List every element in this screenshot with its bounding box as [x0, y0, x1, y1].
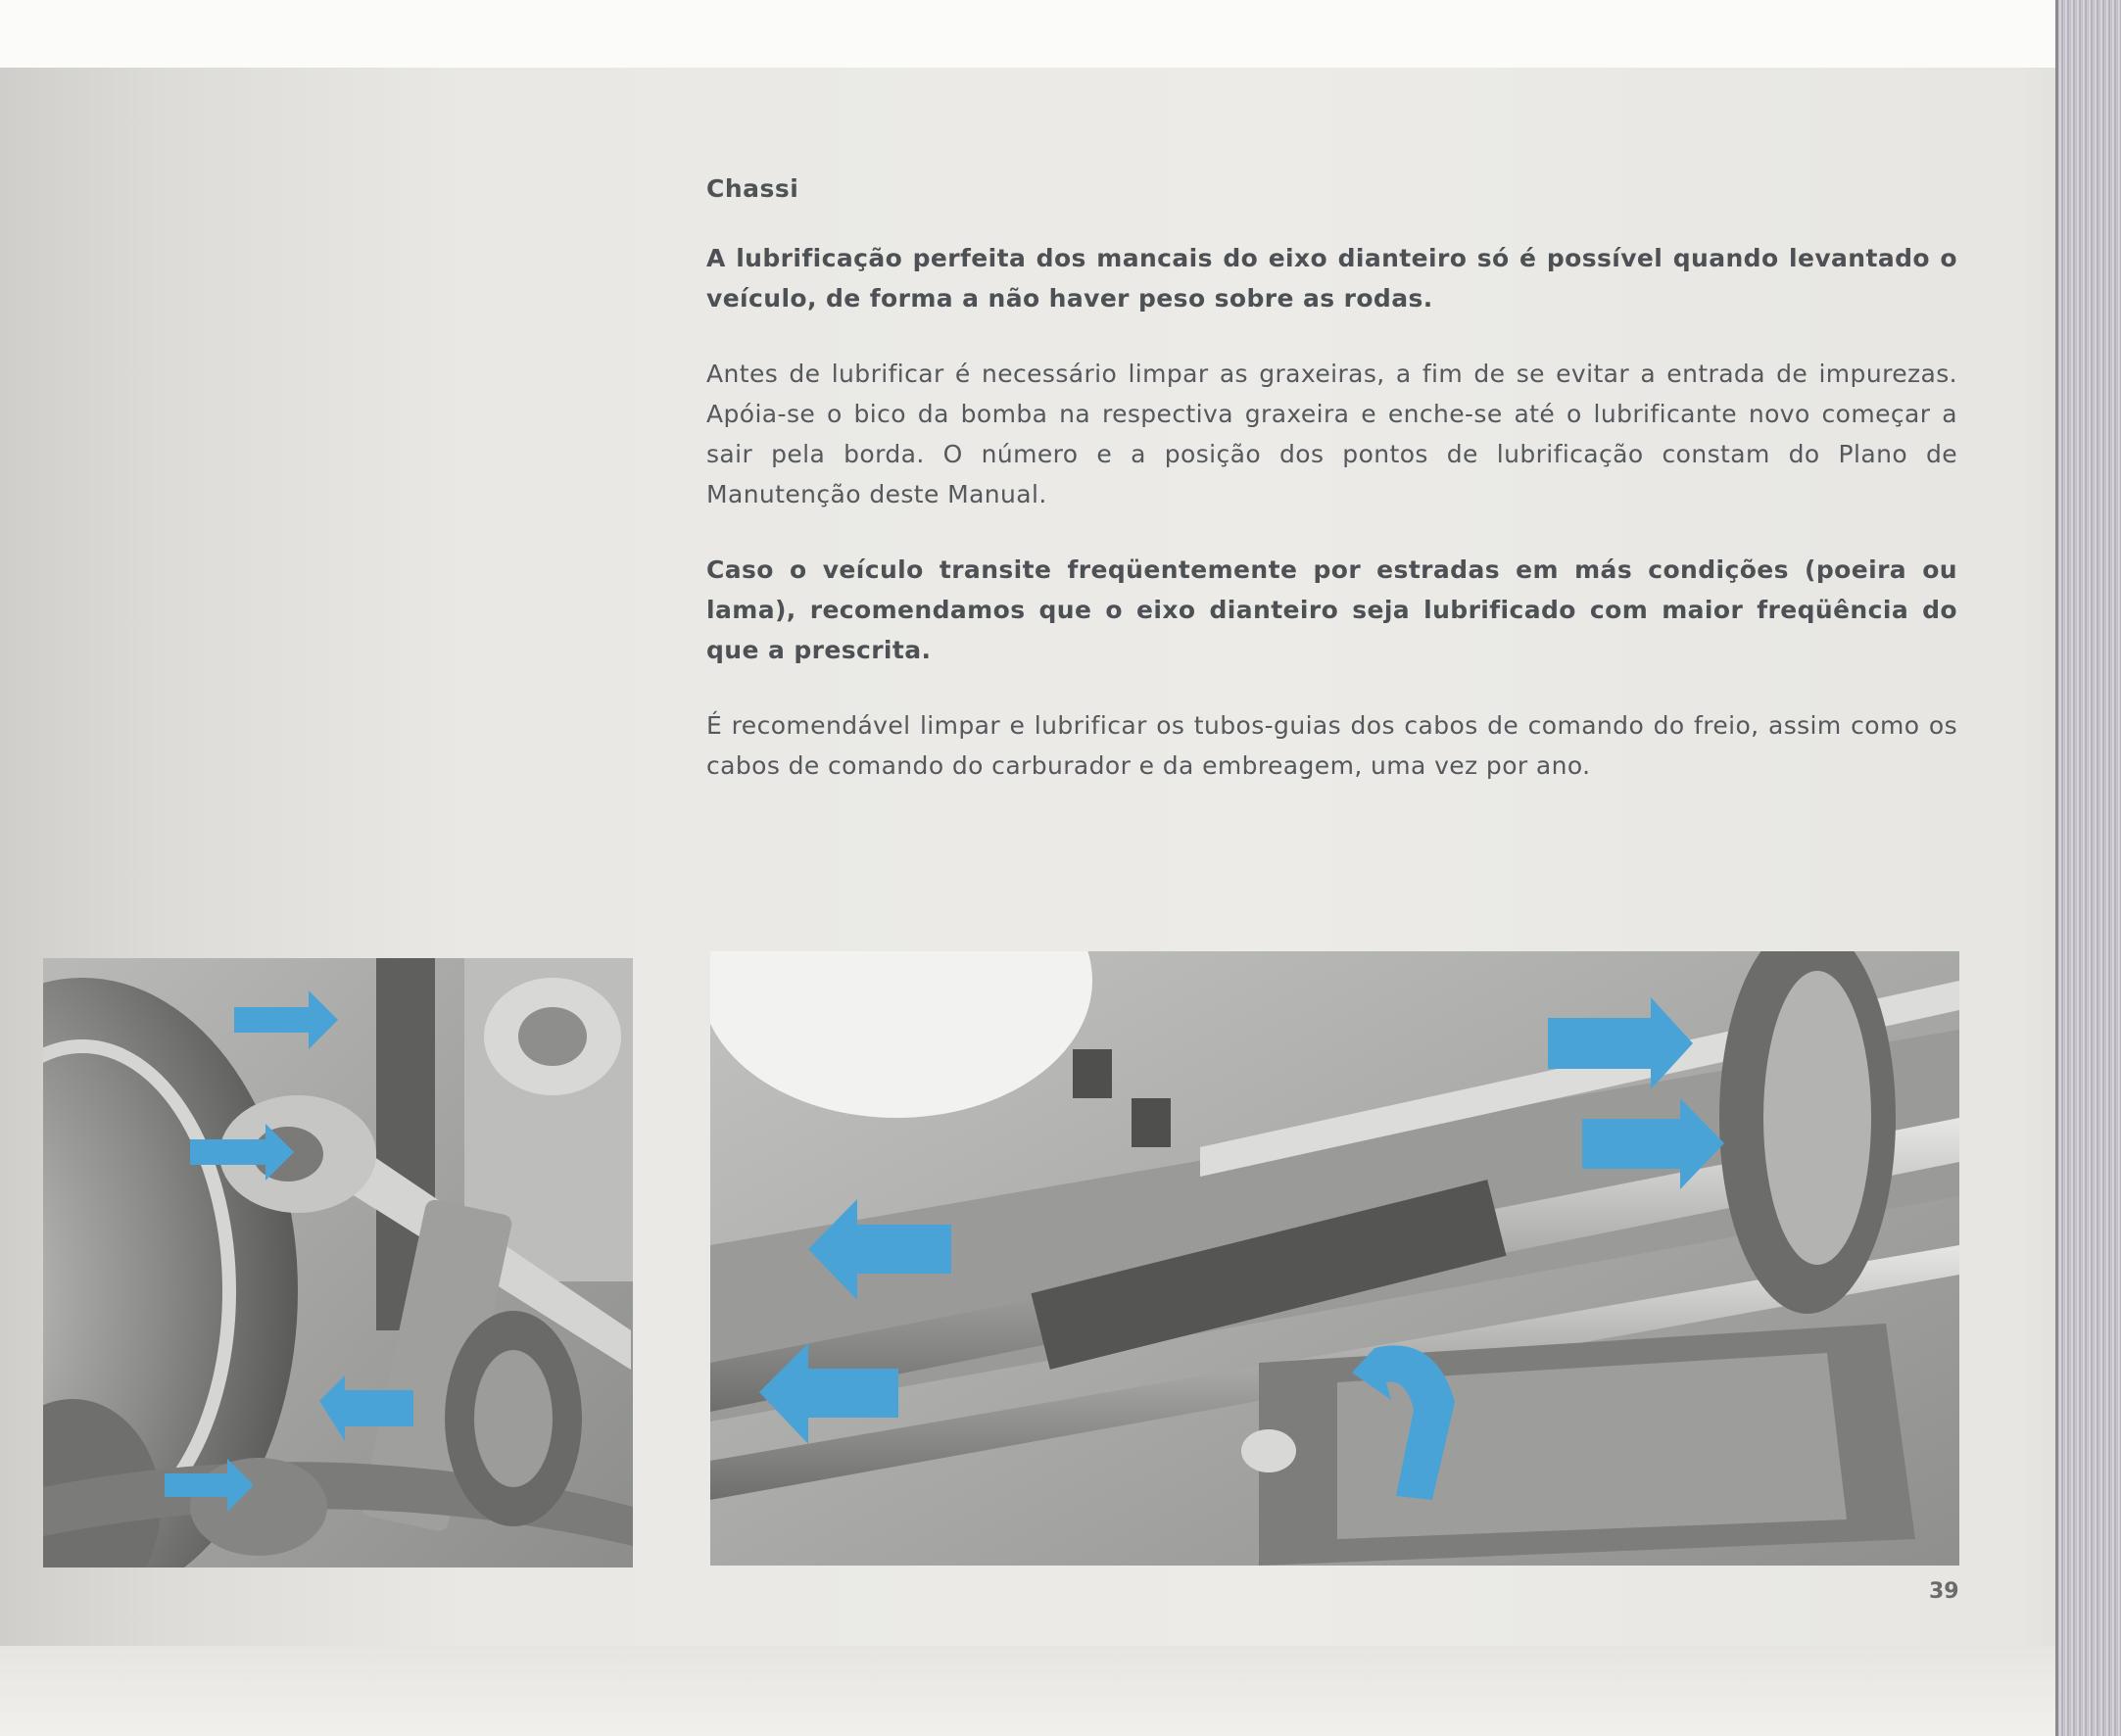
page-number: 39: [1929, 1579, 1959, 1604]
book-page-edges: [2058, 0, 2121, 1736]
scanner-margin-top: [0, 0, 2063, 68]
photo-chassis-illustration: [710, 951, 1959, 1566]
photo-front-axle-detail: [43, 958, 633, 1567]
body-text: [706, 174, 1957, 821]
paragraph-lubrication-note: A lubrificação perfeita dos mancais do eixo dianteiro só é possível quando levantado o veículo, de forma a não haver peso sobre as rodas.: [706, 244, 1957, 313]
section-title: Chassi: [706, 174, 799, 203]
paragraph-bad-roads-note: Caso o veículo transite freqüentemente por estradas em más condições (poeira ou lama), recomendamos que o eixo dianteiro seja lubrificado com maior freqüência do que a prescrita.: [706, 555, 1957, 664]
paragraph-cable-maintenance: É recomendável limpar e lubrificar os tubos-guias dos cabos de comando do freio, assim como os cabos de comando do carburador e da embreagem, uma vez por ano.: [706, 711, 1957, 780]
photo-front-axle-illustration: [43, 958, 633, 1567]
photo-chassis-underside: [710, 951, 1959, 1566]
scanner-margin-bottom: [0, 1646, 2063, 1736]
paragraph-cleaning-instructions: Antes de lubrificar é necessário limpar as graxeiras, a fim de se evitar a entrada de impurezas. Apóia-se o bico da bomba na respectiva graxeira e enche-se até o lubrificante novo começar a sair pela borda. O número e a posição dos pontos de lubrificação constam do Plano de Manutenção deste Manual.: [706, 360, 1957, 508]
